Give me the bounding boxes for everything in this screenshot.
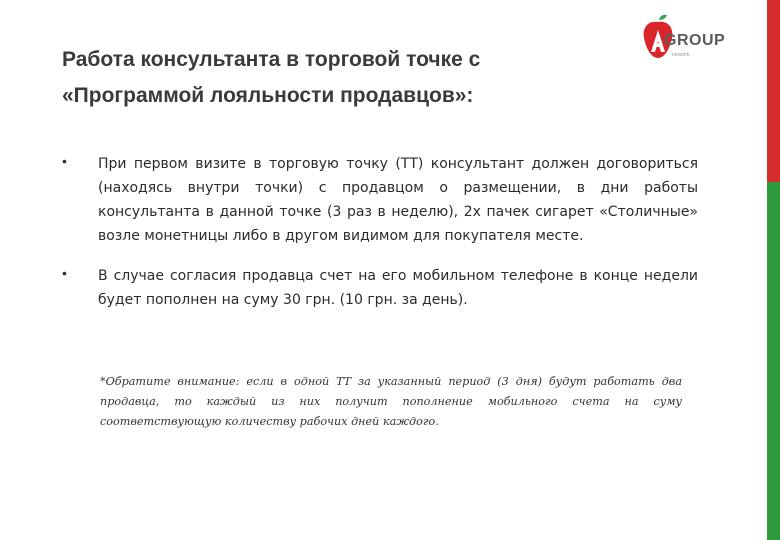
bullet-list [58,152,698,328]
side-accent-red [767,0,780,182]
bullet-dot: • [62,265,67,281]
slide-title: Работа консультанта в торговой точке с «Программой лояльности продавцов»: [62,48,481,107]
footnote: *Обратите внимание: если в одной ТТ за указанный период (3 дня) будут работать два продавца, то каждый из них получит пополнение мобильного счета на суму соответствующую количеству рабочих дней каждого. [100,375,682,428]
bullet-item [58,264,698,312]
agroup-logo [638,14,758,66]
side-accent-green [767,182,780,540]
logo-text: GROUP [664,32,726,49]
bullet-text: В случае согласия продавца счет на его мобильном телефоне в конце недели будет пополнен на суму 30 грн. (10 грн. за день). [98,268,698,308]
bullet-item [58,152,698,248]
logo-tagline: network [672,52,690,58]
bullet-text: При первом визите в торговую точку (ТТ) консультант должен договориться (находясь внутри точки) с продавцом о размещении, в дни работы консультанта в данной точке (3 раз в неделю), 2х пачек сигарет «Столичные» возле монетницы либо в другом видимом для покупателя месте. [98,156,698,244]
bullet-dot: • [62,153,67,169]
